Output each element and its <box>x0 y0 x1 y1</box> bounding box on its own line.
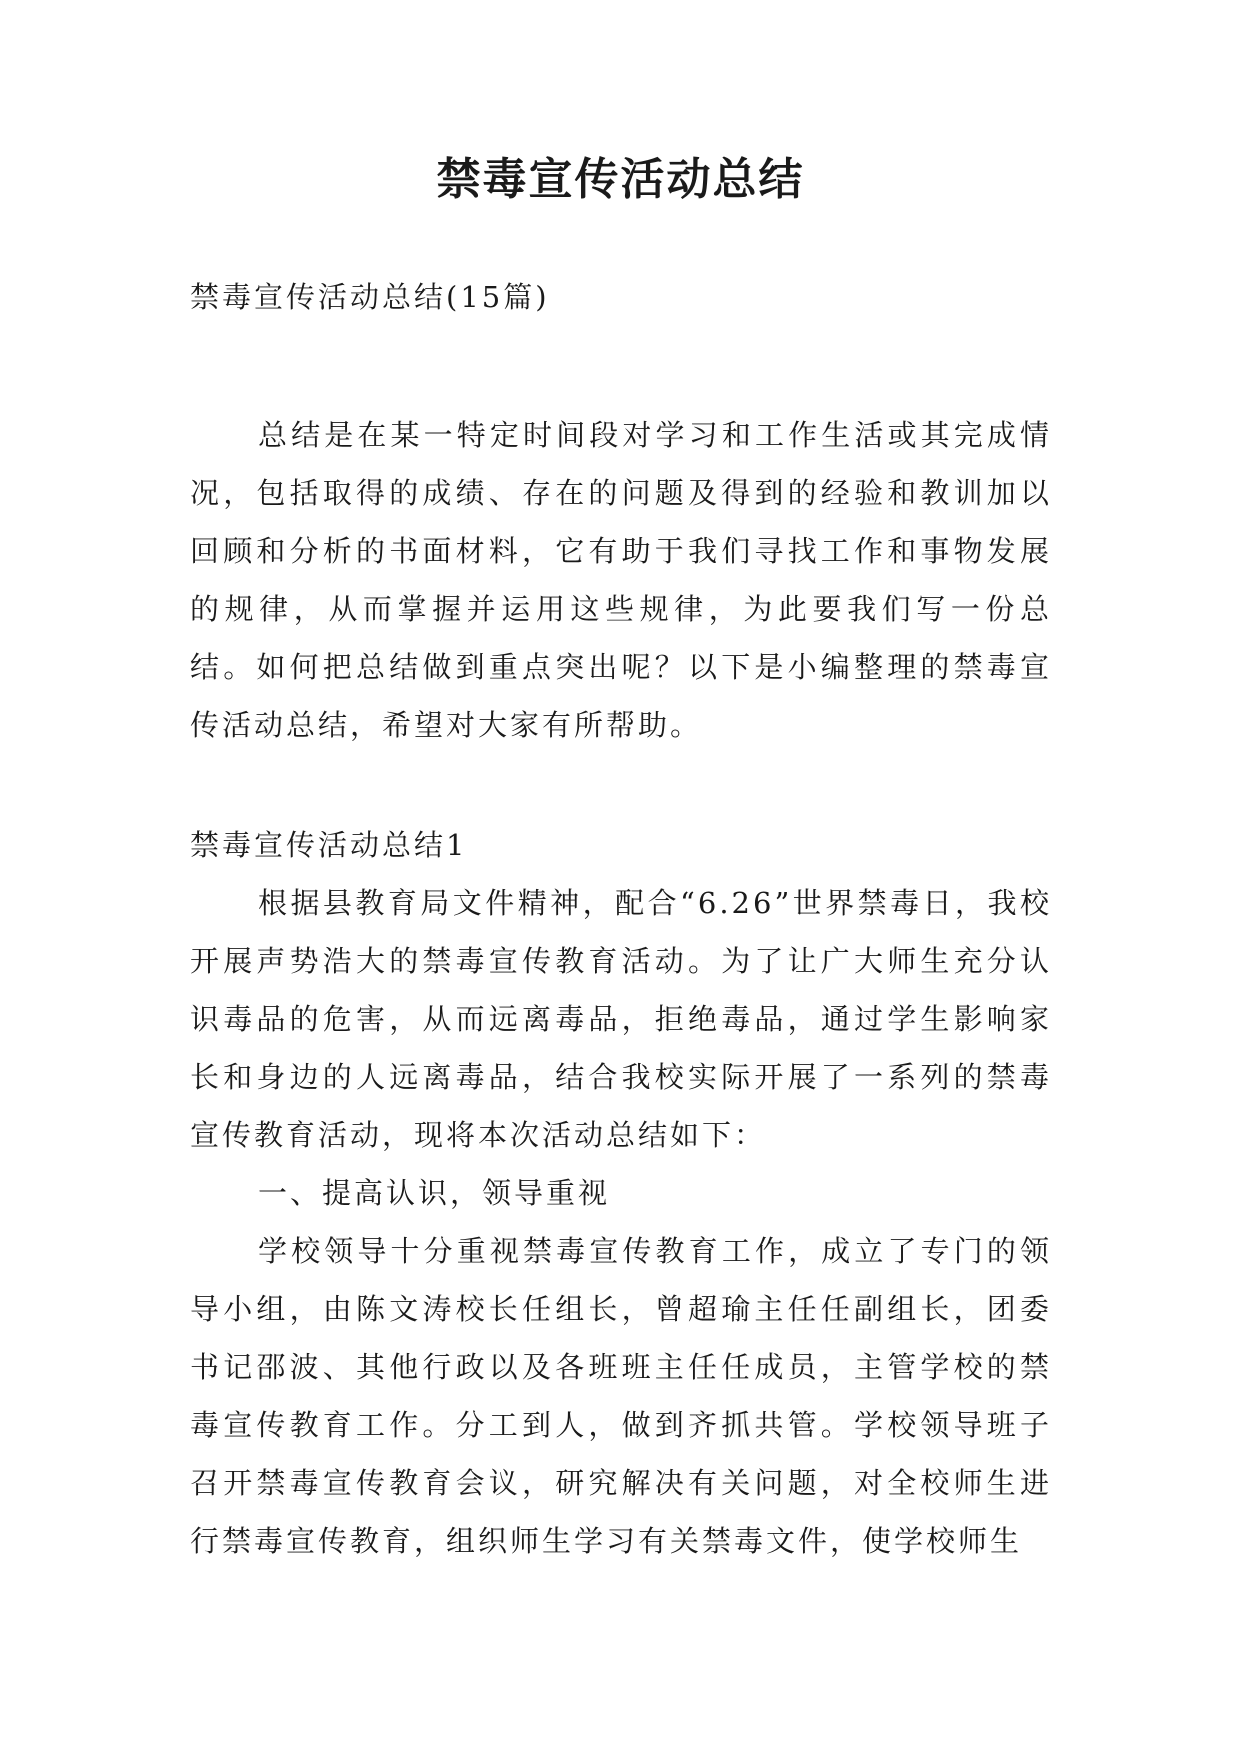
section-paragraph-1: 根据县教育局文件精神，配合“6.26”世界禁毒日，我校开展声势浩大的禁毒宣传教育活动。为了让广大师生充分认识毒品的危害，从而远离毒品，拒绝毒品，通过学生影响家长和身边的人远离毒品，结合我校实际开展了一系列的禁毒宣传教育活动，现将本次活动总结如下： <box>190 886 1052 1152</box>
intro-paragraph: 总结是在某一特定时间段对学习和工作生活或其完成情况，包括取得的成绩、存在的问题及得到的经验和教训加以回顾和分析的书面材料，它有助于我们寻找工作和事物发展的规律，从而掌握并运用这些规律，为此要我们写一份总结。如何把总结做到重点突出呢？以下是小编整理的禁毒宣传活动总结，希望对大家有所帮助。 <box>190 418 1052 742</box>
document-title: 禁毒宣传活动总结 <box>436 154 805 205</box>
section-paragraph-2: 学校领导十分重视禁毒宣传教育工作，成立了专门的领导小组，由陈文涛校长任组长，曾超瑜主任任副组长，团委书记邵波、其他行政以及各班班主任任成员，主管学校的禁毒宣传教育工作。分工到人，做到齐抓共管。学校领导班子召开禁毒宣传教育会议，研究解决有关问题，对全校师生进行禁毒宣传教育，组织师生学习有关禁毒文件，使学校师生 <box>190 1234 1052 1558</box>
document-subtitle: 禁毒宣传活动总结(15篇) <box>190 280 550 314</box>
section-heading-1: 一、提高认识，领导重视 <box>258 1176 611 1210</box>
section-title: 禁毒宣传活动总结1 <box>190 828 468 862</box>
